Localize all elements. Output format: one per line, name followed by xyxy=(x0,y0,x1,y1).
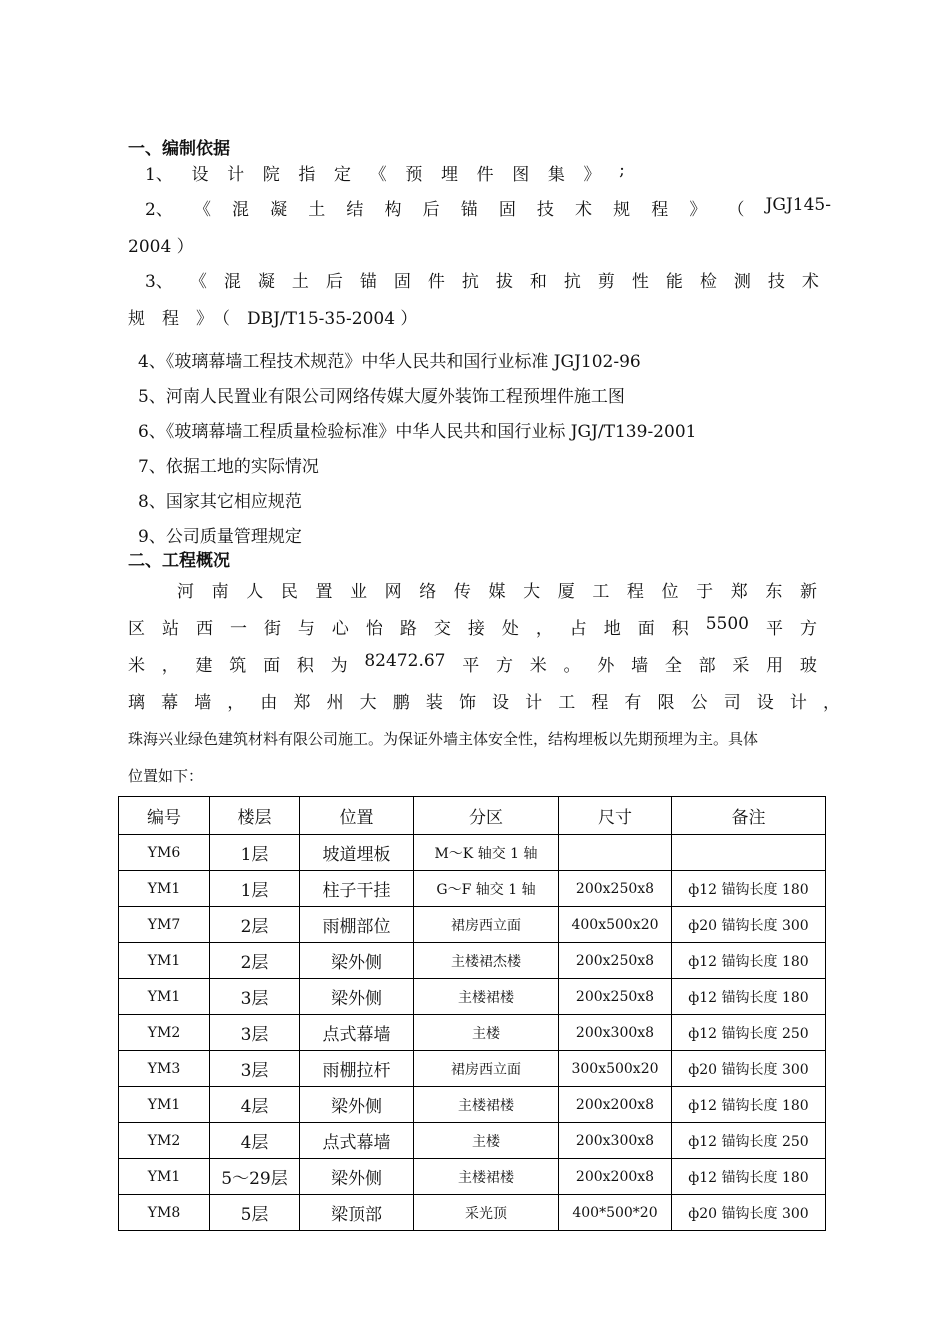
overview-line-2-char: 5500 xyxy=(705,614,749,634)
table-cell: 200x300x8 xyxy=(559,1015,672,1051)
basis-item-9: 9、公司质量管理规定 xyxy=(138,527,302,547)
overview-line-4-char: 州 xyxy=(326,693,344,713)
overview-line-3-char: 平 xyxy=(462,656,480,676)
table-cell: 点式幕墙 xyxy=(300,1015,414,1051)
basis-item-2-char: 凝 xyxy=(270,200,288,220)
section-title-overview: 二、工程概况 xyxy=(128,551,230,571)
overview-line-1-char: 南 xyxy=(211,582,229,602)
table-cell: YM3 xyxy=(119,1051,210,1087)
overview-line-2-char: 积 xyxy=(671,619,689,639)
basis-item-3-char: 测 xyxy=(733,272,751,292)
basis-item-1-char: 定 xyxy=(334,165,352,185)
basis-item-3-cont: 规 程 》 （ DBJ/T15-35-2004 ） xyxy=(128,309,418,329)
basis-item-2-char: 2、 xyxy=(145,200,173,220)
overview-line-1-char: 民 xyxy=(280,582,298,602)
overview-line-3-char: 玻 xyxy=(799,656,817,676)
overview-line-4-char: 有 xyxy=(624,693,642,713)
basis-item-3-char: 抗 xyxy=(461,272,479,292)
table-cell: 4层 xyxy=(210,1087,300,1123)
overview-line-4-char: 饰 xyxy=(458,693,476,713)
table-cell: 4层 xyxy=(210,1123,300,1159)
basis-item-1-char: 埋 xyxy=(440,165,458,185)
overview-line-2-char: 方 xyxy=(799,619,817,639)
table-cell: 裙房西立面 xyxy=(414,1051,559,1087)
overview-line-3-char: 方 xyxy=(496,656,514,676)
overview-line-4-char: ， xyxy=(227,693,245,713)
overview-line-4-char: 装 xyxy=(425,693,443,713)
table-row xyxy=(119,907,826,943)
basis-item-1-char: ; xyxy=(619,160,625,180)
overview-line-1-char: 新 xyxy=(799,582,817,602)
basis-item-3-char: 锚 xyxy=(359,272,377,292)
table-cell: 1层 xyxy=(210,835,300,871)
overview-line-1-char: 程 xyxy=(626,582,644,602)
basis-item-2-char: 混 xyxy=(232,200,250,220)
table-cell: 200x250x8 xyxy=(559,979,672,1015)
table-row xyxy=(119,1051,826,1087)
header-cell: 备注 xyxy=(672,797,826,835)
basis-item-3-char: 拔 xyxy=(495,272,513,292)
overview-line-4-char: 公 xyxy=(690,693,708,713)
basis-item-1-char: 院 xyxy=(262,165,280,185)
overview-line-4-char: 计 xyxy=(789,693,807,713)
table-cell: 3层 xyxy=(210,1015,300,1051)
table-cell: 5层 xyxy=(210,1195,300,1231)
overview-line-1-char: 置 xyxy=(315,582,333,602)
overview-line-1-char: 络 xyxy=(419,582,437,602)
overview-line-1-char: 位 xyxy=(661,582,679,602)
overview-line-4-char: 璃 xyxy=(128,693,145,713)
overview-line-1-char: 传 xyxy=(453,582,471,602)
overview-line-1-char: 大 xyxy=(523,582,541,602)
basis-item-1-char: 计 xyxy=(227,165,245,185)
table-cell: 200x200x8 xyxy=(559,1087,672,1123)
table-row xyxy=(119,1015,826,1051)
table-cell: 400x500x20 xyxy=(559,907,672,943)
basis-item-3-char: 能 xyxy=(665,272,683,292)
overview-line-3-char: 面 xyxy=(263,656,281,676)
basis-item-1 xyxy=(145,160,625,184)
table-cell: ф20 锚钩长度 300 xyxy=(672,1195,826,1231)
overview-line-2-char: 交 xyxy=(433,619,451,639)
overview-line-3-char: 筑 xyxy=(229,656,247,676)
overview-line-3-char: 全 xyxy=(664,656,682,676)
table-cell: 3层 xyxy=(210,979,300,1015)
table-cell: 300x500x20 xyxy=(559,1051,672,1087)
table-cell: 2层 xyxy=(210,907,300,943)
basis-item-3-char: 和 xyxy=(529,272,547,292)
table-cell: YM1 xyxy=(119,871,210,907)
table-cell: 5～29层 xyxy=(210,1159,300,1195)
overview-line-2-char: 区 xyxy=(128,619,145,639)
overview-line-1-char: 业 xyxy=(350,582,368,602)
overview-line-3-char: 部 xyxy=(698,656,716,676)
overview-line-2 xyxy=(128,614,817,638)
overview-line-2-char: 心 xyxy=(331,619,349,639)
overview-line-4-char: 计 xyxy=(525,693,543,713)
basis-item-3-char: 后 xyxy=(325,272,343,292)
header-cell: 编号 xyxy=(119,797,210,835)
table-header-row xyxy=(119,797,826,835)
table-cell: ф20 锚钩长度 300 xyxy=(672,907,826,943)
overview-line-1-char: 郑 xyxy=(730,582,748,602)
embedded-parts-table xyxy=(118,796,826,1231)
table-cell: 梁外侧 xyxy=(300,1159,414,1195)
overview-line-5: 珠海兴业绿色建筑材料有限公司施工。为保证外墙主体安全性，结构埋板以先期预埋为主。具体 xyxy=(128,730,759,748)
table-row xyxy=(119,1123,826,1159)
basis-item-8: 8、国家其它相应规范 xyxy=(138,492,302,512)
table-cell: 200x200x8 xyxy=(559,1159,672,1195)
basis-item-3-char: 抗 xyxy=(563,272,581,292)
table-cell: ф12 锚钩长度 180 xyxy=(672,1159,826,1195)
basis-item-1-char: 图 xyxy=(512,165,530,185)
overview-line-2-char: 西 xyxy=(195,619,213,639)
basis-item-1-char: 集 xyxy=(547,165,565,185)
basis-item-7: 7、依据工地的实际情况 xyxy=(138,457,319,477)
basis-item-3-char: 技 xyxy=(767,272,785,292)
overview-line-3-char: 米 xyxy=(529,656,547,676)
basis-item-3-char: 术 xyxy=(801,272,819,292)
basis-item-3-char: 土 xyxy=(291,272,309,292)
header-cell: 楼层 xyxy=(210,797,300,835)
basis-item-2-char: 后 xyxy=(422,200,440,220)
basis-item-4: 4、《玻璃幕墙工程技术规范》中华人民共和国行业标准 JGJ102-96 xyxy=(138,352,641,372)
overview-line-3-char: 采 xyxy=(732,656,750,676)
basis-item-1-char: 预 xyxy=(405,165,423,185)
table-row xyxy=(119,979,826,1015)
overview-line-4-char: 由 xyxy=(260,693,278,713)
table-cell: ф12 锚钩长度 180 xyxy=(672,943,826,979)
table-cell xyxy=(559,835,672,871)
table-cell: 200x300x8 xyxy=(559,1123,672,1159)
table-cell: ф12 锚钩长度 250 xyxy=(672,1123,826,1159)
header-cell: 分区 xyxy=(414,797,559,835)
overview-line-2-char: 与 xyxy=(297,619,315,639)
basis-item-3-char: 检 xyxy=(699,272,717,292)
basis-item-3-char: 剪 xyxy=(597,272,615,292)
basis-item-3-char: 混 xyxy=(223,272,241,292)
overview-line-3-char: 建 xyxy=(195,656,213,676)
basis-item-2-char: 锚 xyxy=(460,200,478,220)
table-cell: YM6 xyxy=(119,835,210,871)
basis-item-3-char: 固 xyxy=(393,272,411,292)
overview-line-2-char: 处 xyxy=(501,619,519,639)
basis-item-3-char: 《 xyxy=(189,272,207,292)
table-cell: ф12 锚钩长度 250 xyxy=(672,1015,826,1051)
overview-line-1-char: 厦 xyxy=(557,582,575,602)
table-cell: ф12 锚钩长度 180 xyxy=(672,871,826,907)
table-cell: 主楼 xyxy=(414,1015,559,1051)
basis-item-3-char: 凝 xyxy=(257,272,275,292)
table-cell: 200x250x8 xyxy=(559,943,672,979)
overview-line-4-char: 郑 xyxy=(293,693,311,713)
overview-line-6: 位置如下： xyxy=(128,767,204,785)
basis-item-1-char: 1、 xyxy=(145,165,173,185)
table-row xyxy=(119,1087,826,1123)
table-cell: 梁外侧 xyxy=(300,979,414,1015)
basis-item-2-char: 技 xyxy=(536,200,554,220)
table-cell: 主楼裙楼 xyxy=(414,979,559,1015)
table-cell: 1层 xyxy=(210,871,300,907)
table-cell: YM2 xyxy=(119,1015,210,1051)
overview-line-3-char: 外 xyxy=(597,656,615,676)
overview-line-4-char: 设 xyxy=(492,693,510,713)
table-cell: 主楼裙楼 xyxy=(414,1159,559,1195)
overview-line-2-char: 平 xyxy=(765,619,783,639)
table-cell: YM1 xyxy=(119,1159,210,1195)
overview-line-4-char: 鹏 xyxy=(392,693,410,713)
overview-line-2-char: 街 xyxy=(263,619,281,639)
section-title-basis: 一、编制依据 xyxy=(128,139,230,159)
overview-line-2-char: 地 xyxy=(603,619,621,639)
overview-line-3 xyxy=(128,651,817,675)
overview-line-2-char: ， xyxy=(535,619,553,639)
overview-line-1-char: 于 xyxy=(696,582,714,602)
header-cell: 尺寸 xyxy=(559,797,672,835)
basis-item-1-char: 《 xyxy=(369,165,387,185)
basis-item-2-char: JGJ145- xyxy=(765,195,831,215)
overview-line-3-char: 为 xyxy=(330,656,348,676)
basis-item-2-char: 》 xyxy=(689,200,707,220)
table-row xyxy=(119,1195,826,1231)
overview-line-1-char: 网 xyxy=(384,582,402,602)
overview-line-4-char: 司 xyxy=(723,693,741,713)
basis-item-2-char: 固 xyxy=(498,200,516,220)
basis-item-3 xyxy=(145,267,819,291)
overview-line-3-char: 米 xyxy=(128,656,145,676)
table-cell: YM2 xyxy=(119,1123,210,1159)
basis-item-1-char: 件 xyxy=(476,165,494,185)
basis-item-2 xyxy=(145,195,831,219)
overview-line-3-char: 墙 xyxy=(631,656,649,676)
overview-line-3-char: 。 xyxy=(563,656,581,676)
overview-line-4-char: 工 xyxy=(558,693,576,713)
basis-item-2-char: 构 xyxy=(384,200,402,220)
basis-item-2-char: 《 xyxy=(193,200,211,220)
basis-item-1-char: 》 xyxy=(583,165,601,185)
table-cell: 梁顶部 xyxy=(300,1195,414,1231)
table-cell: 裙房西立面 xyxy=(414,907,559,943)
basis-item-3-char: 3、 xyxy=(145,272,173,292)
overview-line-3-char: 积 xyxy=(296,656,314,676)
overview-line-2-char: 一 xyxy=(229,619,247,639)
table-cell: 雨棚部位 xyxy=(300,907,414,943)
basis-item-1-char: 指 xyxy=(298,165,316,185)
basis-item-2-cont: 2004 ） xyxy=(128,237,194,257)
table-cell: YM1 xyxy=(119,1087,210,1123)
table-cell: 2层 xyxy=(210,943,300,979)
overview-line-1-char: 河 xyxy=(177,582,194,602)
overview-line-4-char: 限 xyxy=(657,693,675,713)
table-cell: 梁外侧 xyxy=(300,943,414,979)
basis-item-3-char: 性 xyxy=(631,272,649,292)
overview-line-2-char: 接 xyxy=(467,619,485,639)
basis-item-3-char: 件 xyxy=(427,272,445,292)
table-cell: YM7 xyxy=(119,907,210,943)
table-cell: 点式幕墙 xyxy=(300,1123,414,1159)
overview-line-2-char: 占 xyxy=(569,619,587,639)
overview-line-2-char: 面 xyxy=(637,619,655,639)
table-cell: 梁外侧 xyxy=(300,1087,414,1123)
overview-line-1-char: 东 xyxy=(765,582,783,602)
basis-item-2-char: 结 xyxy=(346,200,364,220)
overview-line-3-char: 82472.67 xyxy=(364,651,446,671)
table-cell: 坡道埋板 xyxy=(300,835,414,871)
basis-item-1-char: 设 xyxy=(191,165,209,185)
table-cell: YM1 xyxy=(119,979,210,1015)
overview-line-4-char: 幕 xyxy=(161,693,179,713)
overview-line-4-char: 程 xyxy=(591,693,609,713)
overview-line-4-char: 设 xyxy=(756,693,774,713)
overview-line-3-char: 用 xyxy=(766,656,784,676)
overview-line-4-char: 墙 xyxy=(194,693,212,713)
overview-line-4 xyxy=(128,688,840,712)
overview-line-1-char: 媒 xyxy=(488,582,506,602)
table-cell: ф12 锚钩长度 180 xyxy=(672,1087,826,1123)
basis-item-5: 5、河南人民置业有限公司网络传媒大厦外装饰工程预埋件施工图 xyxy=(138,387,625,407)
basis-item-2-char: 规 xyxy=(613,200,631,220)
table-cell: YM8 xyxy=(119,1195,210,1231)
header-cell: 位置 xyxy=(300,797,414,835)
table-cell: ф20 锚钩长度 300 xyxy=(672,1051,826,1087)
overview-line-4-char: ， xyxy=(822,693,840,713)
table-cell: 主楼 xyxy=(414,1123,559,1159)
overview-line-4-char: 大 xyxy=(359,693,377,713)
table-cell: 雨棚拉杆 xyxy=(300,1051,414,1087)
table-cell: 主楼裙杰楼 xyxy=(414,943,559,979)
table-cell: 200x250x8 xyxy=(559,871,672,907)
table-cell: G～F 轴交 1 轴 xyxy=(414,871,559,907)
table-cell: YM1 xyxy=(119,943,210,979)
basis-item-6: 6、《玻璃幕墙工程质量检验标准》中华人民共和国行业标 JGJ/T139-2001 xyxy=(138,422,697,442)
overview-line-1 xyxy=(177,577,817,601)
table-row xyxy=(119,943,826,979)
table-cell: 柱子干挂 xyxy=(300,871,414,907)
overview-line-2-char: 路 xyxy=(399,619,417,639)
table-cell: ф12 锚钩长度 180 xyxy=(672,979,826,1015)
table-cell: 3层 xyxy=(210,1051,300,1087)
table-cell: 主楼裙楼 xyxy=(414,1087,559,1123)
basis-item-2-char: 程 xyxy=(651,200,669,220)
overview-line-2-char: 站 xyxy=(161,619,179,639)
table-cell xyxy=(672,835,826,871)
table-row xyxy=(119,1159,826,1195)
table-cell: 采光顶 xyxy=(414,1195,559,1231)
basis-item-2-char: 土 xyxy=(308,200,326,220)
overview-line-3-char: ， xyxy=(161,656,179,676)
basis-item-2-char: 术 xyxy=(575,200,593,220)
overview-line-1-char: 工 xyxy=(592,582,610,602)
table-cell: 400*500*20 xyxy=(559,1195,672,1231)
table-row xyxy=(119,871,826,907)
overview-line-1-char: 人 xyxy=(246,582,264,602)
overview-line-2-char: 怡 xyxy=(365,619,383,639)
basis-item-2-char: （ xyxy=(727,200,745,220)
table-row xyxy=(119,835,826,871)
table-cell: M～K 轴交 1 轴 xyxy=(414,835,559,871)
